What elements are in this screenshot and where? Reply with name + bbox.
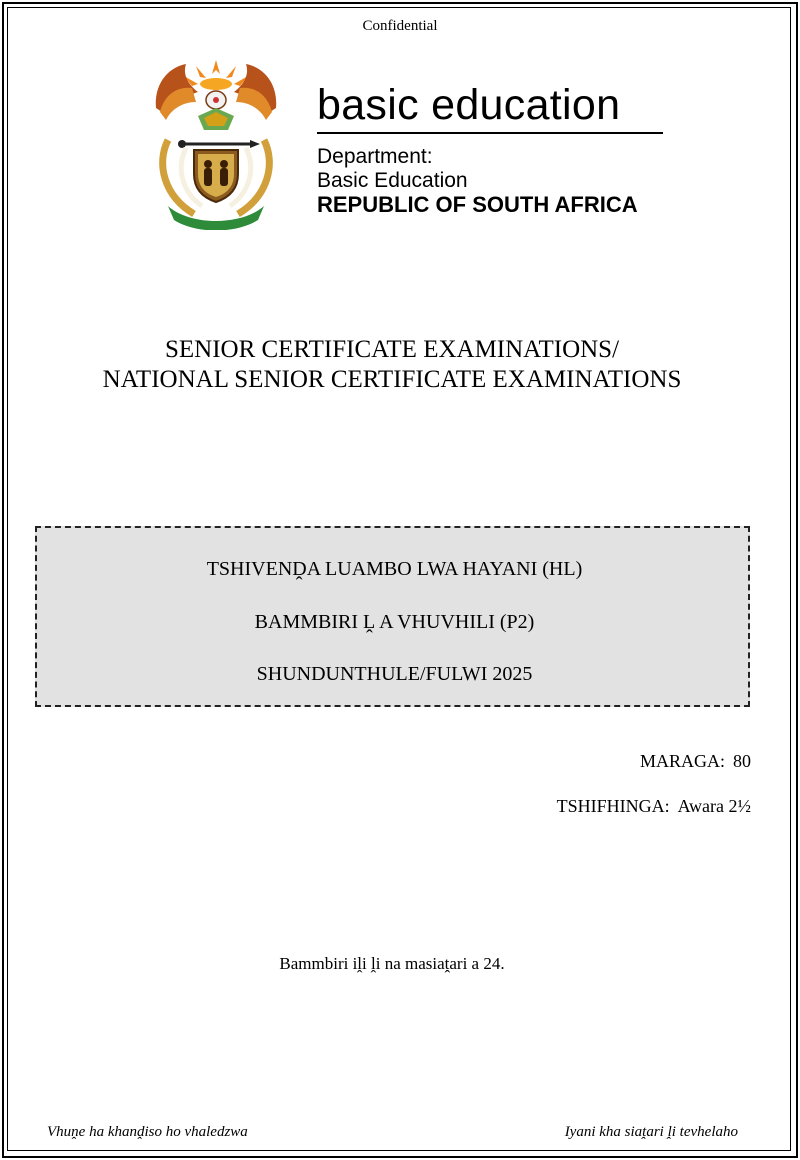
brand-underline — [317, 132, 663, 134]
confidential-label: Confidential — [362, 18, 438, 34]
brand-name: basic education — [317, 81, 621, 129]
marks-value: 80 — [733, 751, 751, 771]
exam-title-line2: NATIONAL SENIOR CERTIFICATE EXAMINATIONS — [102, 366, 682, 393]
marks-label: MARAGA: — [639, 751, 725, 771]
department-label: Department: — [317, 145, 433, 168]
time-row — [557, 797, 751, 815]
marks-row — [640, 752, 751, 770]
time-value: Awara 2½ — [677, 796, 751, 816]
time-label: TSHIFHINGA: — [556, 796, 670, 816]
exam-session: SHUNDUNTHULE/FULWI 2025 — [256, 663, 533, 685]
paper-number: BAMMBIRI Ḽ A VHUVHILI (P2) — [254, 611, 535, 633]
sun-emblem — [184, 60, 248, 90]
coat-of-arms-logo — [146, 56, 286, 230]
department-name: Basic Education — [317, 169, 468, 192]
subject-box — [35, 526, 750, 707]
copyright-notice: Vhuṋe ha khanḓiso ho vhaledzwa — [47, 1124, 248, 1140]
country-name: REPUBLIC OF SOUTH AFRICA — [317, 192, 638, 217]
page-count-note: Bammbiri iḽi ḽi na masiaṱari a 24. — [279, 954, 505, 973]
subject-name: TSHIVENḒA LUAMBO LWA HAYANI (HL) — [206, 558, 583, 580]
exam-title-line1: SENIOR CERTIFICATE EXAMINATIONS/ — [164, 336, 620, 363]
turn-page-notice: Iyani kha siaṱari ḽi tevhelaho — [564, 1124, 738, 1140]
